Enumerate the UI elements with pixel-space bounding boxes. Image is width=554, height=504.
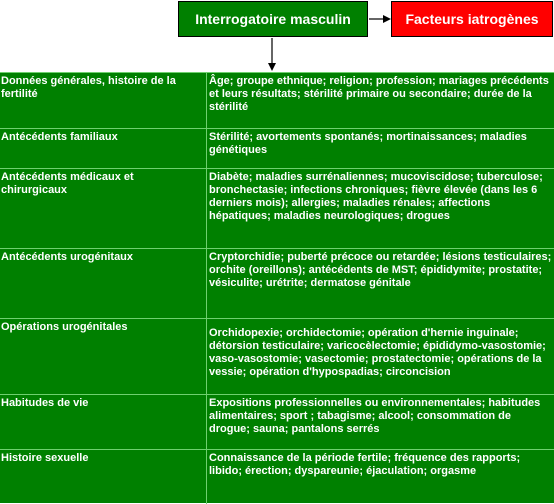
row-category: Histoire sexuelle [1, 452, 89, 464]
table-row [0, 129, 554, 169]
iatrogenic-factors-box[interactable] [391, 1, 553, 37]
table-row [0, 249, 554, 319]
row-details: Diabète; maladies surrénaliennes; mucoviscidose; tuberculose; bronchectasie; infections chroniques; fièvre élevée (dans les 6 derniers mois); allergies; maladies rénales; affections hépatiques; maladies neurologiques; drogues [209, 171, 543, 222]
title-box [178, 1, 368, 37]
down-arrow-head [268, 63, 276, 71]
column-divider [206, 249, 207, 318]
column-divider [206, 319, 207, 394]
row-details: Cryptorchidie; puberté précoce ou retardée; lésions testiculaires; orchite (oreillons); antécédents de MST; épididymite; prostatite; vésiculite; urétrite; dermatose génitale [209, 251, 552, 289]
row-details: Expositions professionnelles ou environnementales; habitudes alimentaires; sport ; tabagisme; alcool; consommation de drogue; sauna; pantalons serrés [209, 397, 541, 435]
row-category: Habitudes de vie [1, 397, 89, 409]
row-category: Antécédents médicaux et chirurgicaux [1, 171, 134, 196]
iatrogenic-factors-text: Facteurs iatrogènes [405, 11, 539, 27]
row-details: Stérilité; avortements spontanés; mortinaissances; maladies génétiques [209, 131, 527, 156]
column-divider [206, 169, 207, 248]
column-divider [206, 395, 207, 449]
interview-table [0, 72, 554, 503]
title-text: Interrogatoire masculin [195, 11, 351, 27]
row-category: Données générales, histoire de la fertilité [1, 75, 176, 100]
table-row [0, 319, 554, 395]
row-category: Antécédents urogénitaux [1, 251, 134, 263]
row-category: Antécédents familiaux [1, 131, 118, 143]
column-divider [206, 450, 207, 504]
row-details: Âge; groupe ethnique; religion; profession; mariages précédents et leurs résultats; stérilité primaire ou secondaire; durée de la stérilité [209, 75, 549, 113]
table-row [0, 73, 554, 129]
right-arrow-head [383, 15, 391, 23]
table-row [0, 450, 554, 504]
column-divider [206, 73, 207, 128]
column-divider [206, 129, 207, 168]
table-row [0, 395, 554, 450]
row-category: Opérations urogénitales [1, 321, 128, 333]
row-details: Connaissance de la période fertile; fréquence des rapports; libido; érection; dyspareunie; éjaculation; orgasme [209, 452, 521, 477]
row-details: Orchidopexie; orchidectomie; opération d'hernie inguinale; détorsion testiculaire; varicocèlectomie; épididymo-vasostomie; vaso-vasostomie; vasectomie; prostatectomie; opérations de la vessie; opération d'hypospadias; circoncision [209, 327, 546, 378]
table-row [0, 169, 554, 249]
